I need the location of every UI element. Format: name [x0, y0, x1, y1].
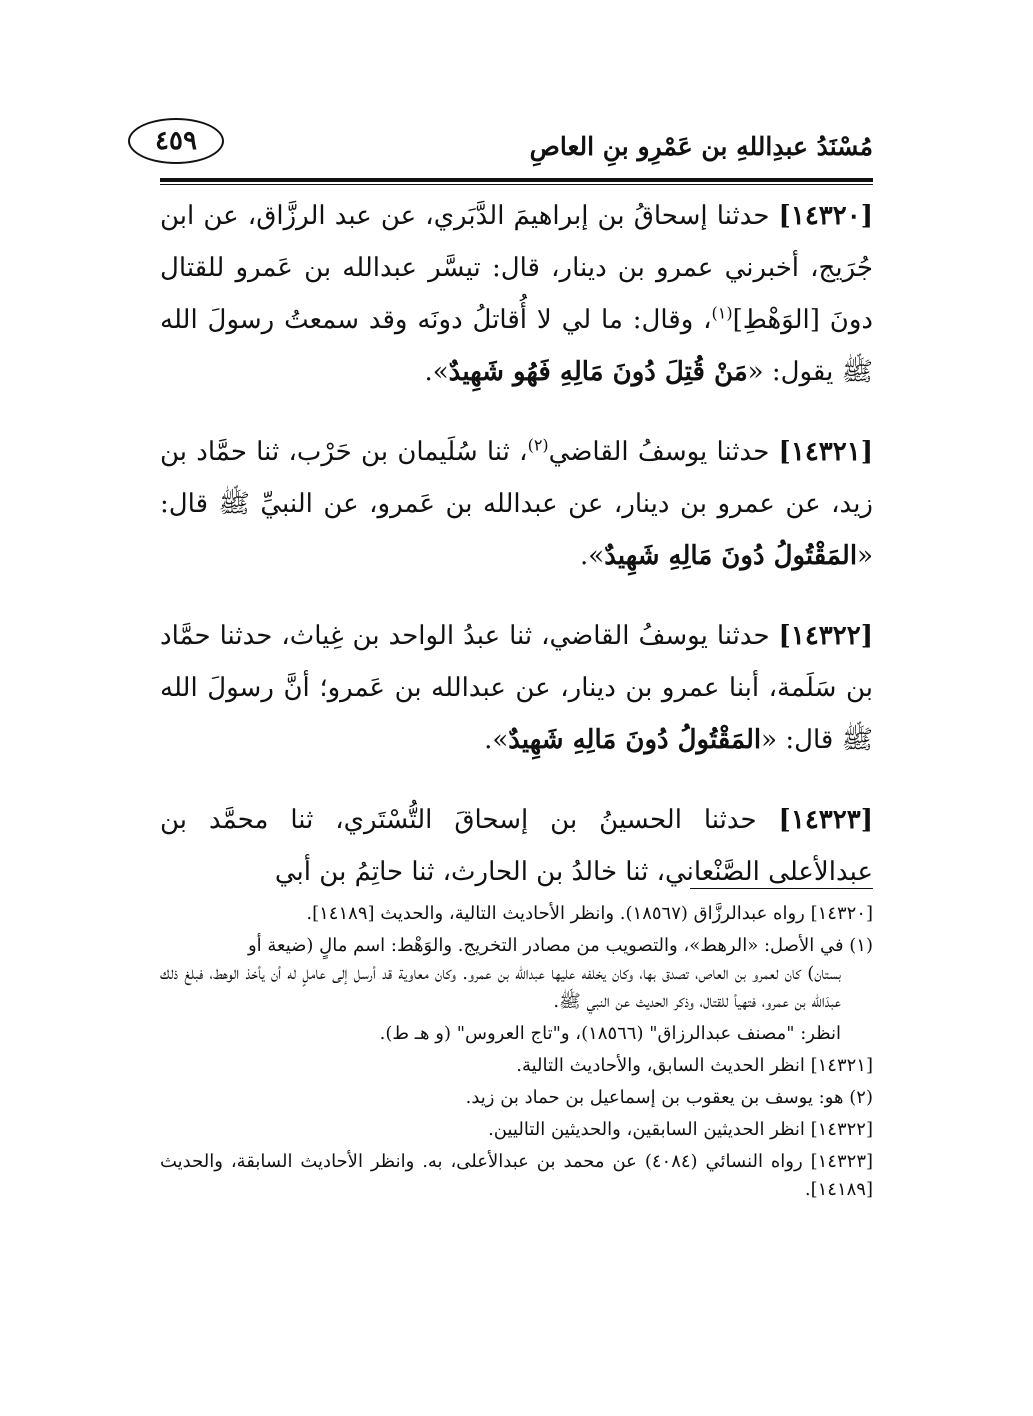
prophetic-quote: مَنْ قُتِلَ دُونَ مَالِهِ فَهُو شَهِيدٌ: [448, 357, 748, 387]
hadith-text: ».: [484, 725, 509, 755]
prophetic-quote: المَقْتُولُ دُونَ مَالِهِ شَهِيدٌ: [508, 725, 762, 755]
footnote: [١٤٣٢٠] رواه عبدالرزَّاق (١٨٥٦٧). وانظر الأحاديث التالية، والحديث [١٤١٨٩].: [306, 903, 873, 924]
footnote: [١٤٣٢١] انظر الحديث السابق، والأحاديث التالية.: [516, 1055, 873, 1076]
hadith-number: [١٤٣٢٠]: [778, 201, 873, 231]
footnote: (١) في الأصل: «الرهط»، والتصويب من مصادر التخريج. والوَهْط: اسم مالٍ (ضيعة أو: [247, 935, 873, 956]
header-rule-thin: [160, 184, 873, 185]
hadith-paragraph: [160, 794, 873, 898]
hadith-paragraph: [160, 426, 873, 582]
hadith-text: حدثنا يوسفُ القاضي: [548, 437, 779, 467]
page-header: [128, 118, 873, 180]
hadith-text: حدثنا يوسفُ القاضي، ثنا عبدُ الواحد بن غِياث، حدثنا حمَّاد بن سَلَمة، أبنا عمرو بن دينار، عن عبدالله بن عَمرو؛ أنَّ رسولَ الله ﷺ قال: «: [160, 621, 873, 755]
hadith-paragraph: [160, 610, 873, 766]
hadith-text: ».: [580, 541, 605, 571]
hadith-number: [١٤٣٢٣]: [778, 805, 873, 835]
header-rule: [160, 178, 873, 182]
running-title: مُسْنَدُ عبدِاللهِ بن عَمْرِو بنِ العاصِ: [529, 132, 873, 161]
footnote: [١٤٣٢٢] انظر الحديثين السابقين، والحديثين التاليين.: [488, 1119, 873, 1140]
hadith-number: [١٤٣٢١]: [778, 437, 873, 467]
hadith-text: ، وقال: ما لي لا أُقاتلُ دونَه وقد سمعتُ رسولَ الله ﷺ يقول: «: [160, 305, 873, 387]
hadith-number: [١٤٣٢٢]: [778, 621, 873, 651]
main-text: [160, 190, 873, 926]
footnote-separator: [690, 888, 873, 889]
hadith-text: حدثنا إسحاقُ بن إبراهيمَ الدَّبَري، عن عبد الرزَّاق، عن ابن جُرَيج، أخبرني عمرو بن دينار، قال: تيسَّر عبدالله بن عَمرو للقتال دونَ [الوَهْطِ]: [160, 201, 873, 335]
footnote-continuation: بستان) كان لعمرو بن العاص، تصدق بها، وكان يخلفه عليها عبدالله بن عمرو. وكان معاوية قد أرسل إلى عاملٍ له أن يأخذ الوهط، فبلغ ذلك عبدَالله بن عمرو، فتهيأ للقتال، وذكر الحديث عن النبي ﷺ.: [160, 963, 841, 1012]
footnote: (٢) هو: يوسف بن يعقوب بن إسماعيل بن حماد بن زيد.: [465, 1087, 873, 1108]
footnote-ref: (٢): [527, 435, 549, 455]
footnote-reference: انظر: "مصنف عبدالرزاق" (١٨٥٦٦)، و"تاج العروس" (و هـ ط).: [379, 1023, 841, 1044]
footnote: [١٤٣٢٣] رواه النسائي (٤٠٨٤) عن محمد بن عبدالأعلى، به. وانظر الأحاديث السابقة، والحديث [١٤١٨٩].: [160, 1151, 874, 1200]
hadith-paragraph: [160, 190, 873, 398]
page-number: ٤٥٩: [128, 118, 224, 164]
prophetic-quote: المَقْتُولُ دُونَ مَالِهِ شَهِيدٌ: [604, 541, 858, 571]
hadith-text: ».: [424, 357, 449, 387]
footnotes: [160, 900, 873, 1208]
footnote-ref: (١): [711, 303, 733, 323]
hadith-text: ، ثنا سُلَيمان بن حَرْب، ثنا حمَّاد بن زيد، عن عمرو بن دينار، عن عبدالله بن عَمرو، عن النبيِّ ﷺ قال: «: [160, 437, 873, 571]
hadith-text: حدثنا الحسينُ بن إسحاقَ التُّسْتَري، ثنا محمَّد بن عبدالأعلى الصَّنْعاني، ثنا خالدُ بن الحارث، ثنا حاتِمُ بن أبي: [160, 805, 873, 887]
